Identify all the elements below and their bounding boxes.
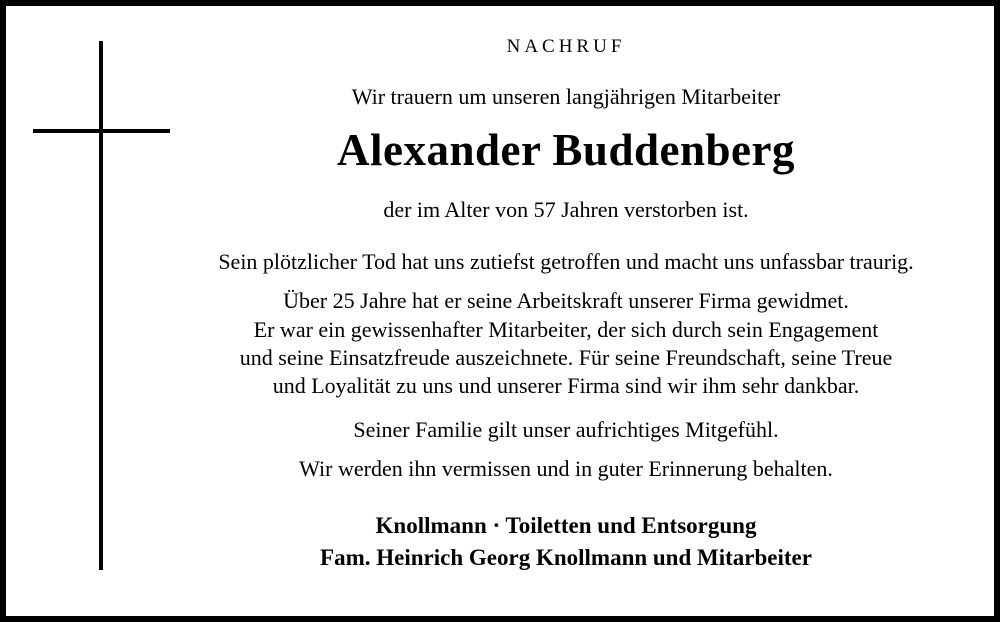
signature-company: Knollmann · Toiletten und Entsorgung bbox=[375, 513, 757, 538]
text-line: Sein plötzlicher Tod hat uns zutiefst getroffen und macht uns unfassbar traurig. bbox=[218, 249, 914, 274]
cross-horizontal-bar bbox=[33, 129, 170, 133]
notice-heading: NACHRUF bbox=[506, 36, 626, 57]
signature-family: Fam. Heinrich Georg Knollmann und Mitarbeiter bbox=[320, 545, 812, 570]
age-line: der im Alter von 57 Jahren verstorben ist. bbox=[383, 197, 749, 222]
cross-vertical-bar bbox=[99, 41, 103, 570]
text-line: Wir werden ihn vermissen und in guter Erinnerung behalten. bbox=[299, 456, 833, 481]
text-line: und Loyalität zu uns und unserer Firma sind wir ihm sehr dankbar. bbox=[272, 373, 860, 398]
text-line: Seiner Familie gilt unser aufrichtiges Mitgefühl. bbox=[353, 417, 779, 442]
deceased-name: Alexander Buddenberg bbox=[337, 125, 795, 175]
text-line: Über 25 Jahre hat er seine Arbeitskraft unserer Firma gewidmet. bbox=[283, 288, 849, 313]
text-line: Er war ein gewissenhafter Mitarbeiter, der sich durch sein Engagement bbox=[253, 317, 879, 342]
intro-line: Wir trauern um unseren langjährigen Mitarbeiter bbox=[351, 84, 781, 109]
text-line: und seine Einsatzfreude auszeichnete. Für seine Freundschaft, seine Treue bbox=[239, 345, 893, 370]
